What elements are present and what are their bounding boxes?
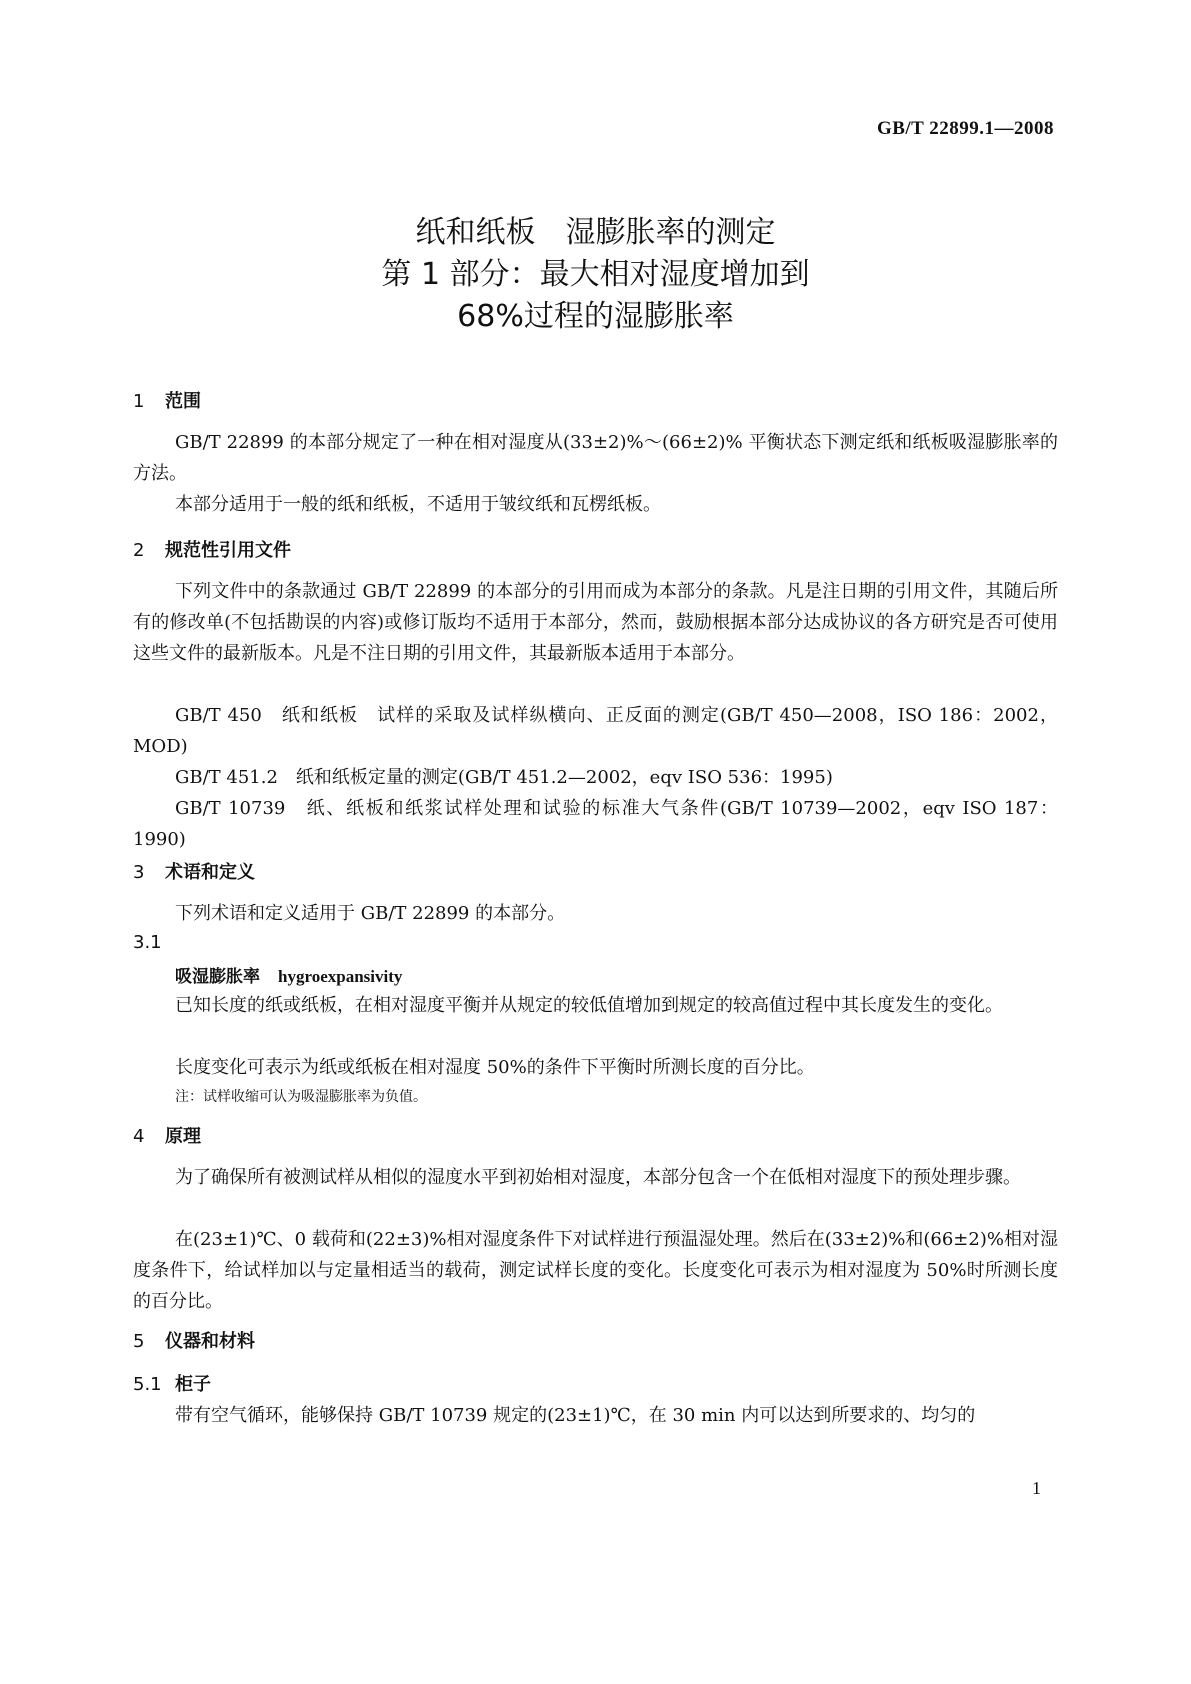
section-number: 5 (133, 1331, 145, 1352)
term-entry (175, 962, 402, 987)
section-number: 1 (133, 391, 145, 412)
subsection-number: 5.1 (133, 1374, 162, 1395)
title-line-2: 第 1 部分：最大相对湿度增加到 (381, 257, 810, 292)
reference-gbt-451-2: GB/T 451.2 纸和纸板定量的测定(GB/T 451.2—2002，eqv ISO 536：1995) (175, 767, 833, 788)
term-definition-2: 长度变化可表示为纸或纸板在相对湿度 50%的条件下平衡时所测长度的百分比。 (175, 1057, 815, 1078)
reference-gbt-10739: GB/T 10739 纸、纸板和纸浆试样处理和试验的标准大气条件(GB/T 10739—2002，eqv ISO 187：1990) (133, 798, 1058, 850)
note: 注：试样收缩可认为吸湿膨胀率为负值。 (175, 1089, 427, 1105)
section-4-paragraph-1: 为了确保所有被测试样从相似的湿度水平到初始相对湿度，本部分包含一个在低相对湿度下的预处理步骤。 (175, 1167, 1021, 1188)
title-line-3: 68%过程的湿膨胀率 (457, 299, 734, 334)
section-2-heading (133, 536, 291, 562)
section-title: 术语和定义 (165, 862, 255, 883)
title-line-1: 纸和纸板 湿膨胀率的测定 (415, 215, 776, 250)
section-title: 规范性引用文件 (165, 540, 291, 561)
section-1-paragraph-1: GB/T 22899 的本部分规定了一种在相对湿度从(33±2)%～(66±2)% 平衡状态下测定纸和纸板吸湿膨胀率的方法。 (133, 432, 1058, 484)
page-number: 1 (1032, 1478, 1041, 1498)
section-4-paragraph-2: 在(23±1)℃、0 载荷和(22±3)%相对湿度条件下对试样进行预温湿处理。然后在(33±2)%和(66±2)%相对湿度条件下，给试样加以与定量相适当的载荷，测定试样长度的变化。长度变化可表示为相对湿度为 50%时所测长度的百分比。 (133, 1229, 1058, 1312)
section-5-heading (133, 1327, 255, 1353)
document-title (0, 212, 1191, 338)
section-4-heading (133, 1122, 201, 1148)
term-chinese: 吸湿膨胀率 (175, 967, 260, 987)
section-1-heading (133, 387, 201, 413)
subsection-5-1-heading (133, 1370, 211, 1396)
section-number: 2 (133, 540, 145, 561)
section-3-paragraph-1: 下列术语和定义适用于 GB/T 22899 的本部分。 (175, 903, 566, 924)
section-title: 仪器和材料 (165, 1331, 255, 1352)
section-3-heading (133, 858, 255, 884)
standard-code: GB/T 22899.1—2008 (876, 118, 1054, 139)
section-number: 3 (133, 862, 145, 883)
section-1-paragraph-2: 本部分适用于一般的纸和纸板，不适用于皱纹纸和瓦楞纸板。 (175, 494, 661, 515)
section-title: 范围 (165, 391, 201, 412)
reference-gbt-450: GB/T 450 纸和纸板 试样的采取及试样纵横向、正反面的测定(GB/T 450—2008，ISO 186：2002，MOD) (133, 705, 1058, 757)
section-5-1-paragraph-1: 带有空气循环，能够保持 GB/T 10739 规定的(23±1)℃，在 30 min 内可以达到所要求的、均匀的 (175, 1405, 976, 1426)
term-english: hygroexpansivity (278, 967, 403, 986)
term-definition: 已知长度的纸或纸板，在相对湿度平衡并从规定的较低值增加到规定的较高值过程中其长度发生的变化。 (175, 995, 1003, 1016)
section-title: 原理 (165, 1126, 201, 1147)
subsection-3-1-number: 3.1 (133, 932, 162, 953)
subsection-title: 柜子 (175, 1374, 211, 1395)
section-2-paragraph-1: 下列文件中的条款通过 GB/T 22899 的本部分的引用而成为本部分的条款。凡是注日期的引用文件，其随后所有的修改单(不包括勘误的内容)或修订版均不适用于本部分，然而，鼓励根据本部分达成协议的各方研究是否可使用这些文件的最新版本。凡是不注日期的引用文件，其最新版本适用于本部分。 (133, 581, 1058, 664)
section-number: 4 (133, 1126, 145, 1147)
